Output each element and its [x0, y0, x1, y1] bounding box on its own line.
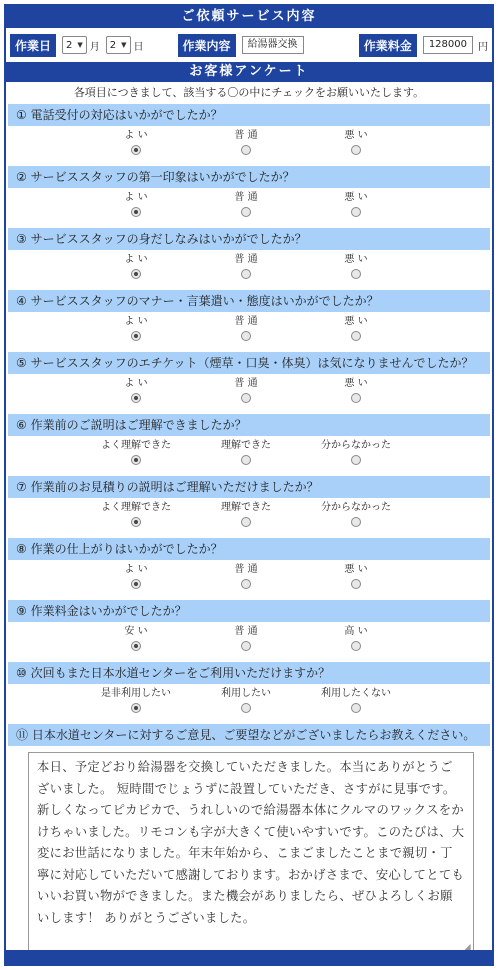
answer-option-label: 普 通 — [234, 626, 258, 637]
answer-option-label: 是非利用したい — [101, 688, 171, 699]
answer-option — [186, 564, 306, 592]
radio-button[interactable] — [131, 641, 141, 651]
radio-button[interactable] — [131, 393, 141, 403]
answer-option — [186, 378, 306, 406]
answer-option-label: 普 通 — [234, 316, 258, 327]
comment-text: 本日、予定どおり給湯器を交換していただきました。本当にありがとうございました。 短時間でじょうずに設置していただき、さすがに見事です。新しくなってピカピカで、うれしいので給湯器本体にクルマのワックスをかけちゃいました。リモコンも字が大きくて使いやすいです。このたびは、大変にお世話になりました。年末年始から、こまごましたことまで親切・丁寧に対応していただいて感謝しております。おかげさまで、安心してとてもいいお買い物ができました。また機会がありましたら、ぜひよろしくお願いします！ ありがとうございました。 — [37, 760, 465, 925]
work-content-field[interactable]: 給湯器交換 — [242, 36, 304, 54]
answer-option — [186, 502, 306, 530]
work-fee-field[interactable]: 128000 — [423, 36, 473, 54]
question-list — [6, 104, 492, 724]
radio-button[interactable] — [131, 207, 141, 217]
survey-form — [4, 4, 494, 966]
comment-textarea[interactable] — [28, 752, 474, 960]
answer-option — [296, 502, 416, 530]
survey-header — [6, 62, 492, 82]
answer-option — [76, 688, 196, 716]
radio-button[interactable] — [351, 703, 361, 713]
answer-option-label: 悪 い — [344, 564, 368, 575]
answer-option-label: 悪 い — [344, 316, 368, 327]
answer-option — [76, 316, 196, 344]
question-10-options — [6, 684, 492, 724]
answer-option — [296, 626, 416, 654]
question-2-options — [6, 188, 492, 228]
question-8-heading: ⑧ 作業の仕上がりはいかがでしたか？ — [8, 538, 490, 560]
answer-option-label: よ い — [124, 564, 148, 575]
radio-button[interactable] — [351, 145, 361, 155]
footer-bar — [6, 950, 492, 964]
answer-option — [186, 316, 306, 344]
radio-button[interactable] — [131, 455, 141, 465]
answer-option-label: 普 通 — [234, 254, 258, 265]
question-6-heading: ⑥ 作業前のご説明はご理解できましたか？ — [8, 414, 490, 436]
radio-button[interactable] — [241, 579, 251, 589]
answer-option-label: 分からなかった — [321, 440, 391, 451]
answer-option-label: 普 通 — [234, 192, 258, 203]
work-content-label: 作業内容 — [178, 34, 236, 57]
survey-intro: 各項目につきまして、該当する〇の中にチェックをお願いいたします。 — [73, 86, 425, 99]
answer-option-label: 安 い — [124, 626, 148, 637]
question-5-heading: ⑤ サービススタッフのエチケット（煙草・口臭・体臭）は気になりませんでしたか？ — [8, 352, 490, 374]
answer-option — [76, 564, 196, 592]
question-8-options — [6, 560, 492, 600]
work-info-row — [6, 28, 492, 62]
month-unit: 月 — [89, 41, 100, 53]
resize-grip-icon[interactable]: ◢ — [464, 941, 471, 951]
radio-button[interactable] — [241, 331, 251, 341]
question-9-heading: ⑨ 作業料金はいかがでしたか？ — [8, 600, 490, 622]
answer-option — [76, 192, 196, 220]
answer-option-label: 理解できた — [221, 502, 271, 513]
answer-option-label: よ い — [124, 378, 148, 389]
radio-button[interactable] — [351, 455, 361, 465]
question-7-options — [6, 498, 492, 538]
survey-title: お客様アンケート — [189, 64, 309, 79]
answer-option-label: よ い — [124, 316, 148, 327]
answer-option — [296, 378, 416, 406]
answer-option-label: よく理解できた — [101, 502, 171, 513]
answer-option-label: 利用したい — [221, 688, 271, 699]
work-fee-label: 作業料金 — [359, 34, 417, 57]
radio-button[interactable] — [241, 517, 251, 527]
answer-option-label: 理解できた — [221, 440, 271, 451]
answer-option-label: よ い — [124, 254, 148, 265]
answer-option — [186, 626, 306, 654]
answer-option-label: 悪 い — [344, 378, 368, 389]
work-date-label: 作業日 — [10, 34, 56, 57]
radio-button[interactable] — [351, 517, 361, 527]
answer-option — [186, 440, 306, 468]
answer-option — [76, 440, 196, 468]
answer-option-label: 普 通 — [234, 130, 258, 141]
radio-button[interactable] — [131, 269, 141, 279]
question-1-options — [6, 126, 492, 166]
answer-option-label: 普 通 — [234, 378, 258, 389]
chevron-down-icon: ▼ — [121, 41, 127, 49]
answer-option — [186, 192, 306, 220]
radio-button[interactable] — [131, 145, 141, 155]
service-title: ご依頼サービス内容 — [181, 9, 317, 24]
radio-button[interactable] — [131, 703, 141, 713]
answer-option — [296, 130, 416, 158]
question-1-heading: ① 電話受付の対応はいかがでしたか？ — [8, 104, 490, 126]
radio-button[interactable] — [241, 269, 251, 279]
answer-option — [76, 254, 196, 282]
question-3-options — [6, 250, 492, 290]
answer-option — [296, 316, 416, 344]
answer-option-label: 悪 い — [344, 192, 368, 203]
day-select[interactable] — [106, 36, 131, 54]
answer-option — [296, 688, 416, 716]
answer-option — [76, 502, 196, 530]
radio-button[interactable] — [241, 455, 251, 465]
answer-option-label: 利用したくない — [321, 688, 391, 699]
question-11-heading: ⑪ 日本水道センターに対するご意見、ご要望などがございましたらお教えください。 — [8, 724, 490, 746]
radio-button[interactable] — [351, 269, 361, 279]
question-6-options — [6, 436, 492, 476]
answer-option — [296, 564, 416, 592]
month-value: 2 — [66, 39, 73, 51]
answer-option — [296, 192, 416, 220]
radio-button[interactable] — [241, 393, 251, 403]
answer-option-label: よ い — [124, 130, 148, 141]
radio-button[interactable] — [241, 703, 251, 713]
question-4-heading: ④ サービススタッフのマナー・言葉遣い・態度はいかがでしたか？ — [8, 290, 490, 312]
radio-button[interactable] — [351, 331, 361, 341]
day-unit: 日 — [133, 41, 144, 53]
answer-option-label: 悪 い — [344, 130, 368, 141]
answer-option — [296, 440, 416, 468]
radio-button[interactable] — [241, 145, 251, 155]
radio-button[interactable] — [241, 641, 251, 651]
month-select[interactable] — [62, 36, 87, 54]
answer-option — [76, 626, 196, 654]
question-3-heading: ③ サービススタッフの身だしなみはいかがでしたか？ — [8, 228, 490, 250]
radio-button[interactable] — [131, 579, 141, 589]
question-5-options — [6, 374, 492, 414]
radio-button[interactable] — [351, 579, 361, 589]
radio-button[interactable] — [351, 641, 361, 651]
answer-option-label: よ い — [124, 192, 148, 203]
day-value: 2 — [109, 39, 117, 51]
question-9-options — [6, 622, 492, 662]
radio-button[interactable] — [241, 207, 251, 217]
answer-option — [76, 130, 196, 158]
service-header — [6, 6, 492, 28]
answer-option — [186, 688, 306, 716]
answer-option-label: 悪 い — [344, 254, 368, 265]
answer-option — [76, 378, 196, 406]
fee-unit: 円 — [478, 41, 488, 53]
question-2-heading: ② サービススタッフの第一印象はいかがでしたか？ — [8, 166, 490, 188]
answer-option-label: よく理解できた — [101, 440, 171, 451]
radio-button[interactable] — [131, 517, 141, 527]
answer-option-label: 分からなかった — [321, 502, 391, 513]
radio-button[interactable] — [131, 331, 141, 341]
answer-option-label: 普 通 — [234, 564, 258, 575]
radio-button[interactable] — [351, 207, 361, 217]
question-4-options — [6, 312, 492, 352]
chevron-down-icon: ▼ — [77, 41, 83, 49]
question-7-heading: ⑦ 作業前のお見積りの説明はご理解いただけましたか？ — [8, 476, 490, 498]
answer-option — [296, 254, 416, 282]
radio-button[interactable] — [351, 393, 361, 403]
answer-option — [186, 254, 306, 282]
answer-option-label: 高 い — [344, 626, 368, 637]
question-10-heading: ⑩ 次回もまた日本水道センターをご利用いただけますか？ — [8, 662, 490, 684]
answer-option — [186, 130, 306, 158]
